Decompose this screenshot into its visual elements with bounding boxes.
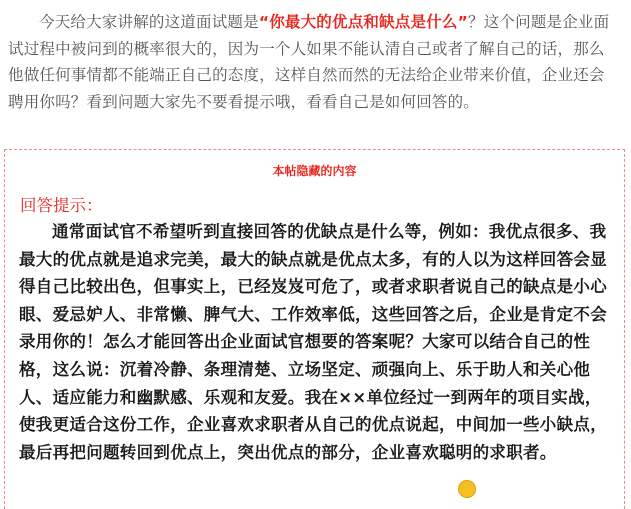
hidden-content-box [4, 149, 625, 509]
intro-paragraph [8, 9, 620, 115]
intro-highlight-question: “你最大的优点和缺点是什么” [258, 13, 468, 31]
answer-hint-label: 回答提示： [20, 196, 103, 215]
smiley-emoji-icon [458, 480, 476, 498]
answer-hint-body: 通常面试官不希望听到直接回答的优缺点是什么等，例如：我优点很多、我最大的优点就是追求完美，最大的缺点就是优点太多，有的人以为这样回答会显得自己比较出色，但事实上，已经岌岌可危了，或者求职者说自己的缺点是小心眼、爱忌妒人、非常懒、脾气大、工作效率低，这些回答之后，企业是肯定不会录用你的！怎么才能回答出企业面试官想要的答案呢？大家可以结合自己的性格，这么说：沉着冷静、条理清楚、立场坚定、顽强向上、乐于助人和关心他人、适应能力和幽默感、乐观和友爱。我在××单位经过一到两年的项目实战，使我更适合这份工作，企业喜欢求职者从自己的优点说起，中间加一些小缺点，最后再把问题转回到优点上，突出优点的部分，企业喜欢聪明的求职者。 [19, 222, 607, 462]
hidden-content-title: 本帖隐藏的内容 [272, 164, 357, 178]
intro-text-after: ？这个问题是企业面试过程中被问到的概率很大的，因为一个人如果不能认清自己或者了解自己的话，那么他做任何事情都不能端正自己的态度，这样自然而然的无法给企业带来价值，企业还会聘用你吗？看到问题大家先不要看提示哦，看看自己是如何回答的。 [8, 13, 610, 111]
intro-text-before: 今天给大家讲解的这道面试题是 [39, 13, 259, 31]
